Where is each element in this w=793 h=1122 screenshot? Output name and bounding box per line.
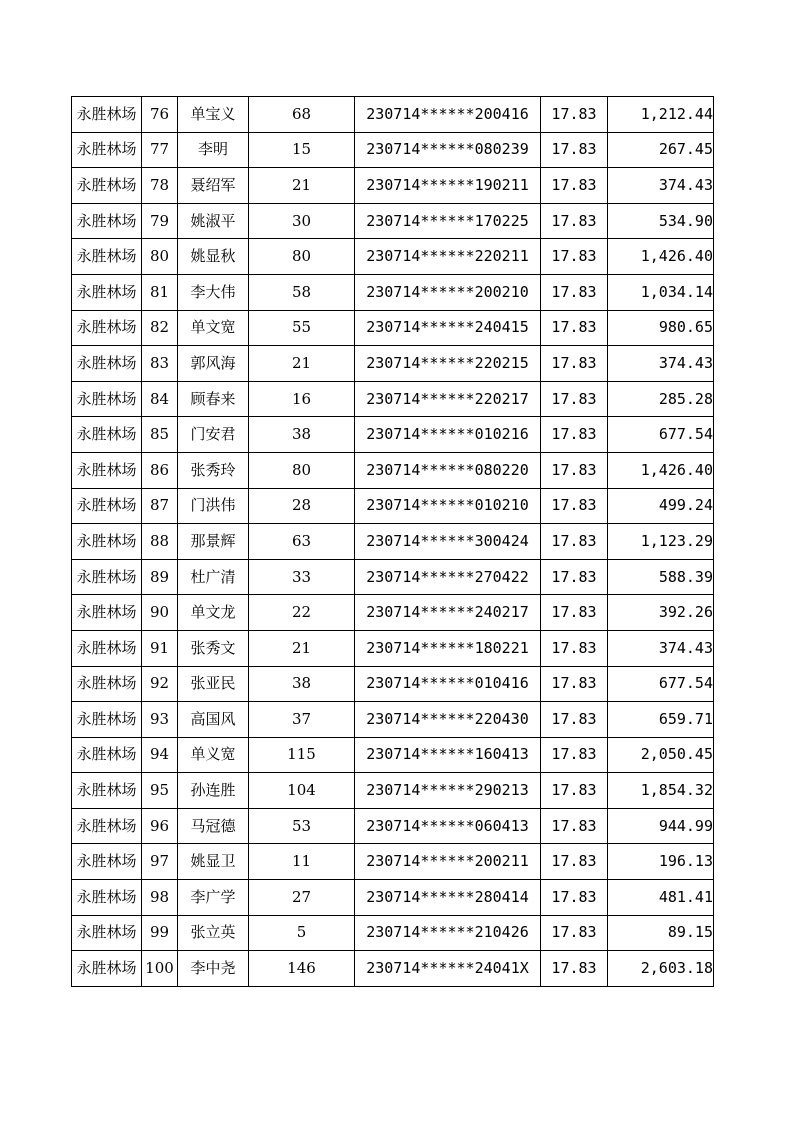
- table-row: [72, 915, 714, 951]
- cell-amount: 481.41: [608, 880, 714, 916]
- cell-unit: 永胜林场: [72, 381, 142, 417]
- cell-id-number: 230714******280414: [355, 880, 541, 916]
- cell-name: 张亚民: [178, 666, 249, 702]
- cell-rate: 17.83: [541, 666, 608, 702]
- cell-name: 门洪伟: [178, 488, 249, 524]
- cell-seq-number: 95: [142, 773, 178, 809]
- cell-unit: 永胜林场: [72, 132, 142, 168]
- cell-rate: 17.83: [541, 595, 608, 631]
- cell-seq-number: 94: [142, 737, 178, 773]
- table-row: [72, 97, 714, 133]
- table-body: [72, 97, 714, 987]
- cell-unit: 永胜林场: [72, 880, 142, 916]
- cell-name: 顾春来: [178, 381, 249, 417]
- cell-name: 单宝义: [178, 97, 249, 133]
- cell-seq-number: 85: [142, 417, 178, 453]
- cell-unit: 永胜林场: [72, 417, 142, 453]
- table-row: [72, 702, 714, 738]
- cell-area: 27: [249, 880, 355, 916]
- table-row: [72, 452, 714, 488]
- cell-rate: 17.83: [541, 417, 608, 453]
- cell-area: 38: [249, 666, 355, 702]
- cell-seq-number: 87: [142, 488, 178, 524]
- cell-amount: 1,426.40: [608, 239, 714, 275]
- cell-id-number: 230714******200210: [355, 274, 541, 310]
- cell-area: 68: [249, 97, 355, 133]
- cell-id-number: 230714******160413: [355, 737, 541, 773]
- cell-rate: 17.83: [541, 310, 608, 346]
- cell-name: 单文龙: [178, 595, 249, 631]
- cell-rate: 17.83: [541, 239, 608, 275]
- cell-rate: 17.83: [541, 381, 608, 417]
- table-row: [72, 559, 714, 595]
- cell-rate: 17.83: [541, 97, 608, 133]
- cell-seq-number: 89: [142, 559, 178, 595]
- cell-amount: 677.54: [608, 666, 714, 702]
- cell-unit: 永胜林场: [72, 595, 142, 631]
- cell-rate: 17.83: [541, 274, 608, 310]
- cell-unit: 永胜林场: [72, 168, 142, 204]
- cell-id-number: 230714******240217: [355, 595, 541, 631]
- cell-area: 58: [249, 274, 355, 310]
- cell-amount: 659.71: [608, 702, 714, 738]
- cell-id-number: 230714******240415: [355, 310, 541, 346]
- cell-unit: 永胜林场: [72, 97, 142, 133]
- cell-amount: 1,854.32: [608, 773, 714, 809]
- cell-name: 高国风: [178, 702, 249, 738]
- table-row: [72, 630, 714, 666]
- table-row: [72, 417, 714, 453]
- table-row: [72, 488, 714, 524]
- table-row: [72, 239, 714, 275]
- cell-id-number: 230714******010210: [355, 488, 541, 524]
- cell-seq-number: 91: [142, 630, 178, 666]
- cell-name: 姚显秋: [178, 239, 249, 275]
- cell-area: 38: [249, 417, 355, 453]
- cell-area: 16: [249, 381, 355, 417]
- table-row: [72, 773, 714, 809]
- cell-id-number: 230714******220211: [355, 239, 541, 275]
- cell-area: 33: [249, 559, 355, 595]
- cell-name: 李明: [178, 132, 249, 168]
- cell-id-number: 230714******200211: [355, 844, 541, 880]
- cell-rate: 17.83: [541, 951, 608, 987]
- cell-id-number: 230714******080220: [355, 452, 541, 488]
- table-row: [72, 524, 714, 560]
- cell-area: 80: [249, 452, 355, 488]
- cell-rate: 17.83: [541, 915, 608, 951]
- cell-seq-number: 78: [142, 168, 178, 204]
- cell-area: 80: [249, 239, 355, 275]
- cell-unit: 永胜林场: [72, 808, 142, 844]
- cell-name: 张秀玲: [178, 452, 249, 488]
- cell-id-number: 230714******290213: [355, 773, 541, 809]
- cell-amount: 374.43: [608, 630, 714, 666]
- table-row: [72, 951, 714, 987]
- cell-area: 15: [249, 132, 355, 168]
- cell-amount: 1,212.44: [608, 97, 714, 133]
- cell-name: 李中尧: [178, 951, 249, 987]
- table-row: [72, 274, 714, 310]
- cell-area: 146: [249, 951, 355, 987]
- cell-name: 聂绍军: [178, 168, 249, 204]
- cell-rate: 17.83: [541, 808, 608, 844]
- cell-unit: 永胜林场: [72, 702, 142, 738]
- cell-amount: 196.13: [608, 844, 714, 880]
- cell-name: 马冠德: [178, 808, 249, 844]
- cell-area: 11: [249, 844, 355, 880]
- cell-rate: 17.83: [541, 488, 608, 524]
- cell-amount: 392.26: [608, 595, 714, 631]
- cell-seq-number: 90: [142, 595, 178, 631]
- cell-unit: 永胜林场: [72, 346, 142, 382]
- cell-amount: 89.15: [608, 915, 714, 951]
- cell-id-number: 230714******010416: [355, 666, 541, 702]
- cell-area: 104: [249, 773, 355, 809]
- cell-name: 单文宽: [178, 310, 249, 346]
- table-row: [72, 666, 714, 702]
- cell-amount: 2,603.18: [608, 951, 714, 987]
- cell-id-number: 230714******210426: [355, 915, 541, 951]
- cell-seq-number: 88: [142, 524, 178, 560]
- cell-amount: 267.45: [608, 132, 714, 168]
- table-row: [72, 132, 714, 168]
- cell-amount: 1,034.14: [608, 274, 714, 310]
- cell-seq-number: 93: [142, 702, 178, 738]
- cell-rate: 17.83: [541, 346, 608, 382]
- cell-id-number: 230714******080239: [355, 132, 541, 168]
- cell-name: 姚淑平: [178, 203, 249, 239]
- cell-name: 孙连胜: [178, 773, 249, 809]
- cell-seq-number: 97: [142, 844, 178, 880]
- table-row: [72, 880, 714, 916]
- cell-amount: 285.28: [608, 381, 714, 417]
- cell-unit: 永胜林场: [72, 559, 142, 595]
- table-row: [72, 168, 714, 204]
- cell-rate: 17.83: [541, 737, 608, 773]
- cell-area: 28: [249, 488, 355, 524]
- cell-name: 郭风海: [178, 346, 249, 382]
- cell-amount: 374.43: [608, 346, 714, 382]
- cell-rate: 17.83: [541, 203, 608, 239]
- table-row: [72, 381, 714, 417]
- cell-id-number: 230714******190211: [355, 168, 541, 204]
- cell-amount: 588.39: [608, 559, 714, 595]
- cell-rate: 17.83: [541, 524, 608, 560]
- table-row: [72, 737, 714, 773]
- cell-id-number: 230714******010216: [355, 417, 541, 453]
- cell-unit: 永胜林场: [72, 310, 142, 346]
- cell-name: 李广学: [178, 880, 249, 916]
- cell-amount: 499.24: [608, 488, 714, 524]
- cell-unit: 永胜林场: [72, 630, 142, 666]
- cell-seq-number: 84: [142, 381, 178, 417]
- cell-rate: 17.83: [541, 630, 608, 666]
- cell-name: 李大伟: [178, 274, 249, 310]
- cell-unit: 永胜林场: [72, 488, 142, 524]
- cell-unit: 永胜林场: [72, 773, 142, 809]
- cell-rate: 17.83: [541, 773, 608, 809]
- cell-seq-number: 98: [142, 880, 178, 916]
- cell-name: 单义宽: [178, 737, 249, 773]
- table-row: [72, 595, 714, 631]
- cell-name: 姚显卫: [178, 844, 249, 880]
- cell-seq-number: 92: [142, 666, 178, 702]
- cell-seq-number: 100: [142, 951, 178, 987]
- cell-id-number: 230714******060413: [355, 808, 541, 844]
- cell-seq-number: 86: [142, 452, 178, 488]
- cell-unit: 永胜林场: [72, 274, 142, 310]
- cell-amount: 374.43: [608, 168, 714, 204]
- cell-name: 门安君: [178, 417, 249, 453]
- cell-amount: 944.99: [608, 808, 714, 844]
- cell-id-number: 230714******270422: [355, 559, 541, 595]
- cell-amount: 677.54: [608, 417, 714, 453]
- cell-name: 张秀文: [178, 630, 249, 666]
- table-row: [72, 844, 714, 880]
- cell-seq-number: 99: [142, 915, 178, 951]
- cell-seq-number: 83: [142, 346, 178, 382]
- cell-seq-number: 79: [142, 203, 178, 239]
- cell-area: 22: [249, 595, 355, 631]
- cell-seq-number: 81: [142, 274, 178, 310]
- cell-area: 30: [249, 203, 355, 239]
- table-row: [72, 310, 714, 346]
- cell-id-number: 230714******24041X: [355, 951, 541, 987]
- cell-seq-number: 77: [142, 132, 178, 168]
- cell-amount: 534.90: [608, 203, 714, 239]
- cell-name: 那景辉: [178, 524, 249, 560]
- cell-unit: 永胜林场: [72, 844, 142, 880]
- cell-unit: 永胜林场: [72, 737, 142, 773]
- cell-unit: 永胜林场: [72, 524, 142, 560]
- cell-rate: 17.83: [541, 168, 608, 204]
- cell-seq-number: 96: [142, 808, 178, 844]
- cell-id-number: 230714******170225: [355, 203, 541, 239]
- cell-seq-number: 82: [142, 310, 178, 346]
- cell-unit: 永胜林场: [72, 915, 142, 951]
- cell-rate: 17.83: [541, 132, 608, 168]
- cell-area: 5: [249, 915, 355, 951]
- cell-area: 21: [249, 168, 355, 204]
- cell-area: 55: [249, 310, 355, 346]
- table-row: [72, 808, 714, 844]
- cell-name: 杜广清: [178, 559, 249, 595]
- table-row: [72, 203, 714, 239]
- cell-seq-number: 80: [142, 239, 178, 275]
- cell-id-number: 230714******180221: [355, 630, 541, 666]
- cell-area: 63: [249, 524, 355, 560]
- cell-id-number: 230714******220430: [355, 702, 541, 738]
- cell-name: 张立英: [178, 915, 249, 951]
- cell-area: 21: [249, 346, 355, 382]
- table-row: [72, 346, 714, 382]
- cell-unit: 永胜林场: [72, 239, 142, 275]
- cell-rate: 17.83: [541, 880, 608, 916]
- cell-amount: 1,123.29: [608, 524, 714, 560]
- cell-id-number: 230714******200416: [355, 97, 541, 133]
- cell-rate: 17.83: [541, 559, 608, 595]
- cell-area: 115: [249, 737, 355, 773]
- cell-area: 53: [249, 808, 355, 844]
- cell-id-number: 230714******220217: [355, 381, 541, 417]
- cell-area: 37: [249, 702, 355, 738]
- cell-unit: 永胜林场: [72, 951, 142, 987]
- cell-id-number: 230714******300424: [355, 524, 541, 560]
- cell-rate: 17.83: [541, 844, 608, 880]
- cell-id-number: 230714******220215: [355, 346, 541, 382]
- cell-rate: 17.83: [541, 452, 608, 488]
- cell-amount: 1,426.40: [608, 452, 714, 488]
- cell-unit: 永胜林场: [72, 203, 142, 239]
- data-table: [71, 96, 714, 987]
- cell-seq-number: 76: [142, 97, 178, 133]
- cell-unit: 永胜林场: [72, 452, 142, 488]
- cell-rate: 17.83: [541, 702, 608, 738]
- cell-unit: 永胜林场: [72, 666, 142, 702]
- cell-amount: 980.65: [608, 310, 714, 346]
- cell-area: 21: [249, 630, 355, 666]
- cell-amount: 2,050.45: [608, 737, 714, 773]
